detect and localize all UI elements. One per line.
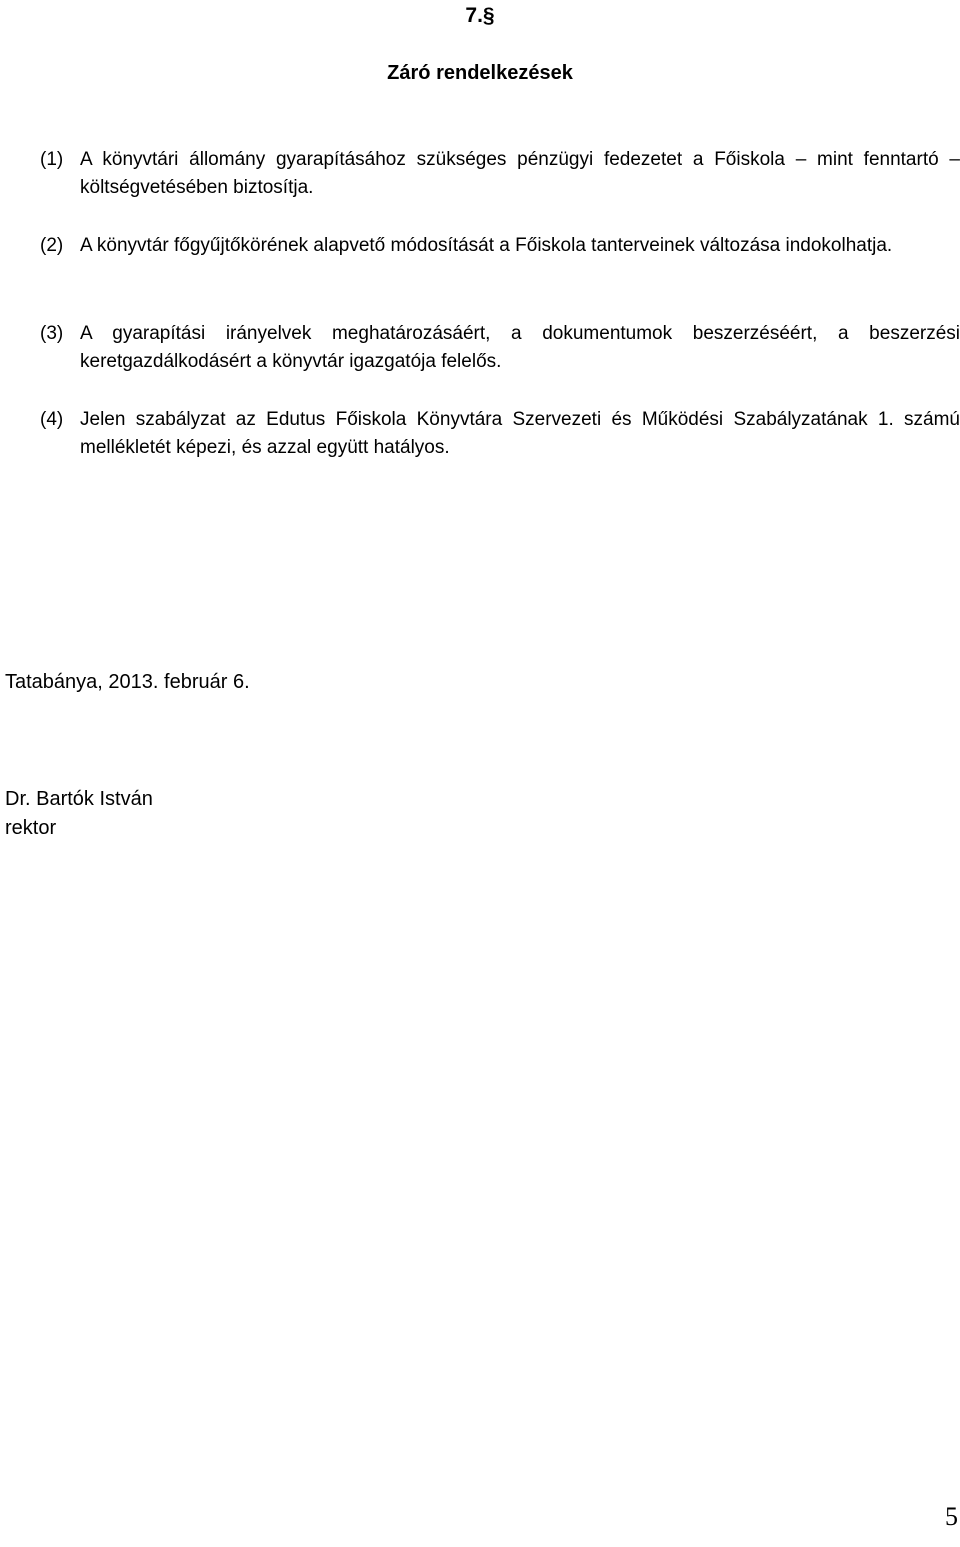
page-number: 5: [945, 1502, 958, 1531]
paragraph-4: [40, 406, 960, 462]
paragraph-text: Jelen szabályzat az Edutus Főiskola Könyvtára Szervezeti és Működési Szabályzatának 1. számú mellékletét képezi, és azzal együtt hatályos.: [80, 409, 960, 458]
place-and-date: Tatabánya, 2013. február 6.: [5, 671, 250, 693]
paragraph-1: [40, 146, 960, 202]
paragraph-3: [40, 320, 960, 376]
paragraph-text: A könyvtári állomány gyarapításához szükséges pénzügyi fedezetet a Főiskola – mint fenntartó – költségvetésében biztosítja.: [80, 149, 960, 198]
section-number: 7.§: [465, 4, 495, 27]
paragraph-number: (1): [40, 149, 64, 170]
signatory-title: rektor: [5, 817, 57, 839]
signatory-name: Dr. Bartók István: [5, 788, 153, 810]
paragraph-number: (4): [40, 409, 64, 430]
paragraph-2: [40, 232, 960, 260]
paragraph-text: A könyvtár főgyűjtőkörének alapvető módosítását a Főiskola tanterveinek változása indokolhatja.: [80, 235, 893, 256]
paragraph-number: (2): [40, 235, 64, 256]
paragraph-number: (3): [40, 323, 64, 344]
section-title: Záró rendelkezések: [387, 62, 573, 84]
paragraph-text: A gyarapítási irányelvek meghatározásáért, a dokumentumok beszerzéséért, a beszerzési keretgazdálkodásért a könyvtár igazgatója felelős.: [80, 323, 960, 372]
